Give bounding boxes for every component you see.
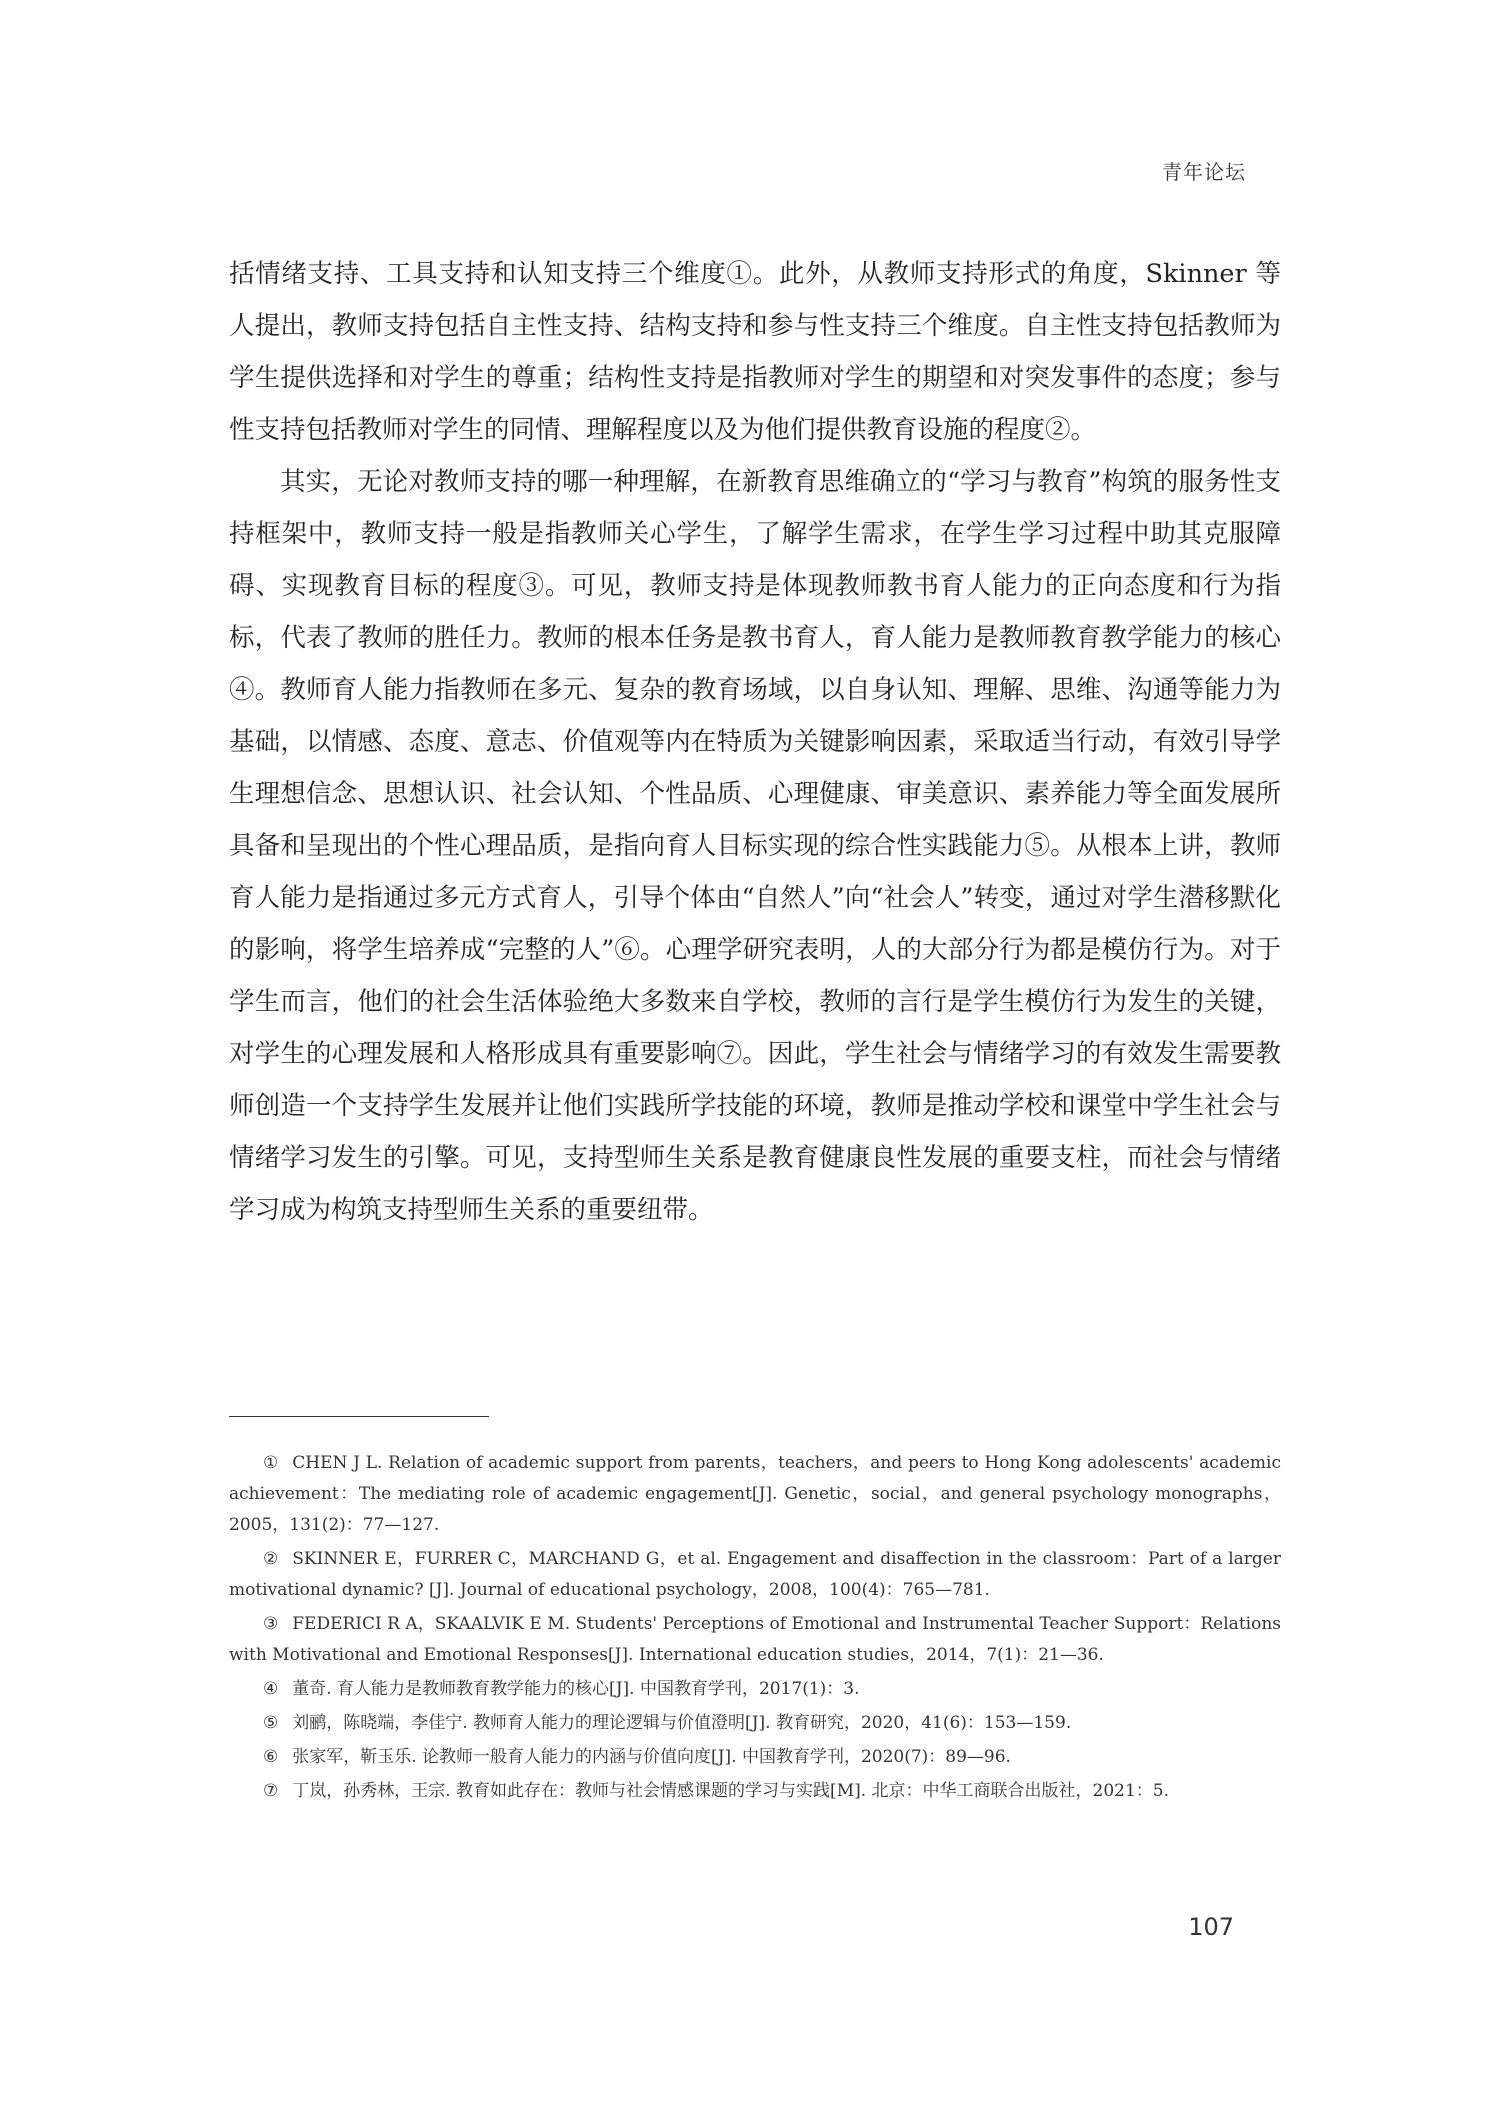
footnote-mark: ⑦ bbox=[263, 1781, 279, 1801]
footnote-text: 丁岚，孙秀林，王宗. 教育如此存在：教师与社会情感课题的学习与实践[M]. 北京：中华工商联合出版社，2021：5. bbox=[292, 1781, 1170, 1801]
footnote bbox=[229, 1544, 1281, 1606]
footnote-mark: ① bbox=[263, 1453, 279, 1473]
footnote bbox=[229, 1448, 1281, 1541]
footnote bbox=[229, 1776, 1281, 1807]
footnote-text: FEDERICI R A，SKAALVIK E M. Students' Perceptions of Emotional and Instrumental Teacher Support：Relations with Motivational and Emotional Responses[J]. International education studies，2014，7(1)：21—36. bbox=[229, 1614, 1281, 1665]
footnotes bbox=[229, 1448, 1281, 1810]
footnote-mark: ⑤ bbox=[263, 1713, 279, 1733]
footnote bbox=[229, 1742, 1281, 1773]
footnote-text: 刘鹂，陈晓端，李佳宁. 教师育人能力的理论逻辑与价值澄明[J]. 教育研究，2020，41(6)：153—159. bbox=[292, 1713, 1072, 1733]
footnote-text: CHEN J L. Relation of academic support from parents，teachers，and peers to Hong Kong adolescents' academic achievement：The mediating role of academic engagement[J]. Genetic，social，and general psychology monographs，2005，131(2)：77—127. bbox=[229, 1453, 1281, 1535]
paragraph: 其实，无论对教师支持的哪一种理解，在新教育思维确立的“学习与教育”构筑的服务性支持框架中，教师支持一般是指教师关心学生，了解学生需求，在学生学习过程中助其克服障碍、实现教育目标的程度③。可见，教师支持是体现教师教书育人能力的正向态度和行为指标，代表了教师的胜任力。教师的根本任务是教书育人，育人能力是教师教育教学能力的核心④。教师育人能力指教师在多元、复杂的教育场域，以自身认知、理解、思维、沟通等能力为基础，以情感、态度、意志、价值观等内在特质为关键影响因素，采取适当行动，有效引导学生理想信念、思想认识、社会认知、个性品质、心理健康、审美意识、素养能力等全面发展所具备和呈现出的个性心理品质，是指向育人目标实现的综合性实践能力⑤。从根本上讲，教师育人能力是指通过多元方式育人，引导个体由“自然人”向“社会人”转变，通过对学生潜移默化的影响，将学生培养成“完整的人”⑥。心理学研究表明，人的大部分行为都是模仿行为。对于学生而言，他们的社会生活体验绝大多数来自学校，教师的言行是学生模仿行为发生的关键，对学生的心理发展和人格形成具有重要影响⑦。因此，学生社会与情绪学习的有效发生需要教师创造一个支持学生发展并让他们实践所学技能的环境，教师是推动学校和课堂中学生社会与情绪学习发生的引擎。可见，支持型师生关系是教育健康良性发展的重要支柱，而社会与情绪学习成为构筑支持型师生关系的重要纽带。 bbox=[229, 467, 1281, 1225]
footnote-text: SKINNER E，FURRER C，MARCHAND G，et al. Engagement and disaffection in the classroom：Part of a larger motivational dynamic? [J]. Journal of educational psychology，2008，100(4)：765—781. bbox=[229, 1549, 1281, 1600]
footnote bbox=[229, 1674, 1281, 1705]
paragraph: 括情绪支持、工具支持和认知支持三个维度①。此外，从教师支持形式的角度，Skinner 等人提出，教师支持包括自主性支持、结构支持和参与性支持三个维度。自主性支持包括教师为学生提供选择和对学生的尊重；结构性支持是指教师对学生的期望和对突发事件的态度；参与性支持包括教师对学生的同情、理解程度以及为他们提供教育设施的程度②。 bbox=[229, 259, 1281, 445]
footnote-mark: ⑥ bbox=[263, 1747, 279, 1767]
footnote-mark: ③ bbox=[263, 1614, 279, 1634]
body-text bbox=[229, 248, 1281, 1236]
footnote-text: 董奇. 育人能力是教师教育教学能力的核心[J]. 中国教育学刊，2017(1)：3. bbox=[292, 1679, 860, 1699]
footnote-mark: ② bbox=[263, 1549, 279, 1569]
page-number: 107 bbox=[1188, 1913, 1234, 1941]
footnote bbox=[229, 1708, 1281, 1739]
running-header: 青年论坛 bbox=[1162, 160, 1246, 184]
footnote-mark: ④ bbox=[263, 1679, 279, 1699]
footnote-separator bbox=[229, 1416, 489, 1417]
footnote bbox=[229, 1609, 1281, 1671]
footnote-text: 张家军，靳玉乐. 论教师一般育人能力的内涵与价值向度[J]. 中国教育学刊，2020(7)：89—96. bbox=[292, 1747, 1011, 1767]
